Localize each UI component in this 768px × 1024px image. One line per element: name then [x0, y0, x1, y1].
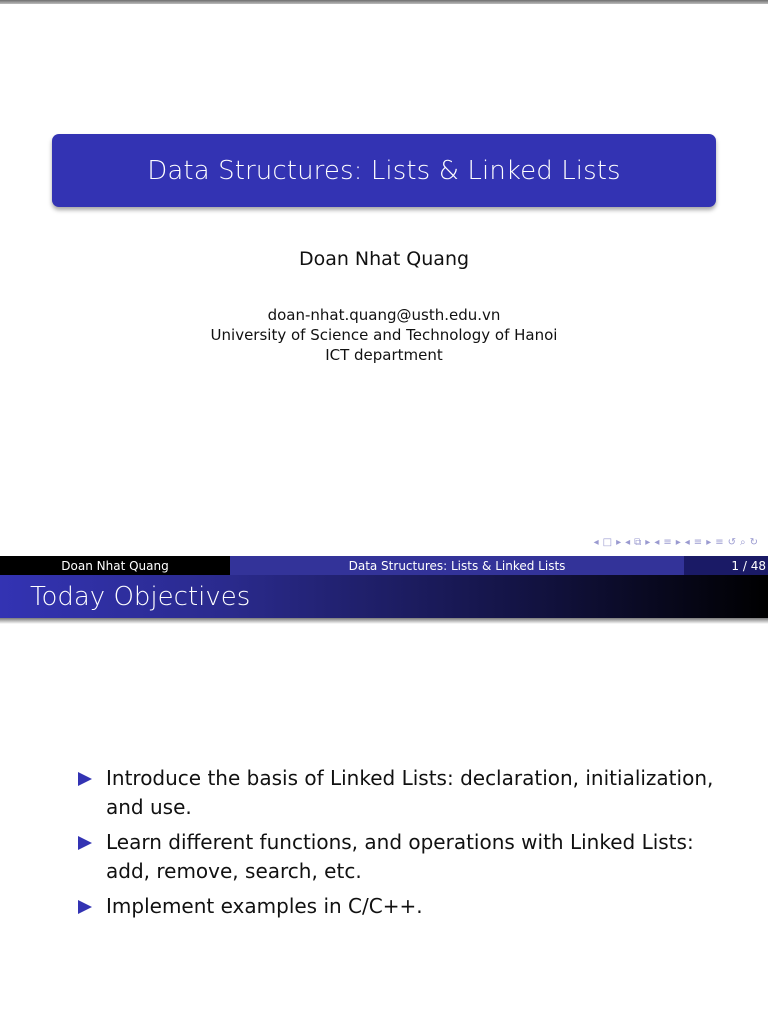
- nav-next-subsection-icon[interactable]: ▸: [675, 536, 681, 548]
- presentation-title-box: [52, 134, 716, 207]
- nav-forward-icon[interactable]: ↻: [749, 536, 758, 548]
- footer-author-cell: [0, 556, 230, 575]
- objective-text: Implement examples in C/C++.: [106, 894, 423, 918]
- nav-section-icon[interactable]: ≡: [693, 536, 703, 548]
- footer-page-cell: [684, 556, 768, 575]
- nav-document-icon[interactable]: ≡: [715, 536, 724, 548]
- nav-frame-icon[interactable]: ⧉: [634, 536, 642, 548]
- list-item: [78, 892, 718, 921]
- footer-title-cell: [230, 556, 684, 575]
- triangle-bullet-icon: [78, 900, 92, 914]
- nav-next-section-icon[interactable]: ▸: [706, 536, 712, 548]
- footer-title: Data Structures: Lists & Linked Lists: [348, 558, 566, 573]
- nav-slide-icon[interactable]: □: [602, 536, 613, 548]
- slide-footer: [0, 556, 768, 575]
- frame-title-bar: [0, 575, 768, 618]
- footer-author: Doan Nhat Quang: [61, 558, 169, 573]
- author-name: Doan Nhat Quang: [298, 248, 470, 270]
- nav-next-frame-icon[interactable]: ▸: [645, 536, 651, 548]
- presentation-title: Data Structures: Lists & Linked Lists: [147, 155, 621, 186]
- nav-next-slide-icon[interactable]: ▸: [616, 536, 622, 548]
- nav-prev-slide-icon[interactable]: ◂: [593, 536, 599, 548]
- frame-title: Today Objectives: [30, 581, 251, 612]
- nav-subsection-icon[interactable]: ≡: [663, 536, 672, 548]
- nav-back-icon[interactable]: ↺: [727, 536, 736, 548]
- list-item: [78, 764, 718, 822]
- nav-search-icon[interactable]: ⌕: [740, 536, 746, 548]
- frame-title-shadow: [0, 618, 768, 624]
- objective-text: Learn different functions, and operations with Linked Lists: add, remove, search, etc.: [106, 830, 694, 883]
- university-name: University of Science and Technology of Hanoi: [210, 326, 558, 344]
- title-slide: [0, 4, 768, 556]
- list-item: [78, 828, 718, 886]
- footer-page-number: 1 / 48: [731, 558, 766, 573]
- author-email: doan-nhat.quang@usth.edu.vn: [267, 306, 501, 324]
- department-name: ICT department: [325, 346, 443, 364]
- beamer-navigation-symbols: [594, 535, 758, 549]
- institute-block: [0, 305, 768, 365]
- triangle-bullet-icon: [78, 836, 92, 850]
- triangle-bullet-icon: [78, 772, 92, 786]
- nav-prev-section-icon[interactable]: ◂: [684, 536, 690, 548]
- objectives-list: [78, 764, 718, 927]
- nav-prev-frame-icon[interactable]: ◂: [625, 536, 631, 548]
- objective-text: Introduce the basis of Linked Lists: declaration, initialization, and use.: [106, 766, 714, 819]
- nav-prev-subsection-icon[interactable]: ◂: [654, 536, 660, 548]
